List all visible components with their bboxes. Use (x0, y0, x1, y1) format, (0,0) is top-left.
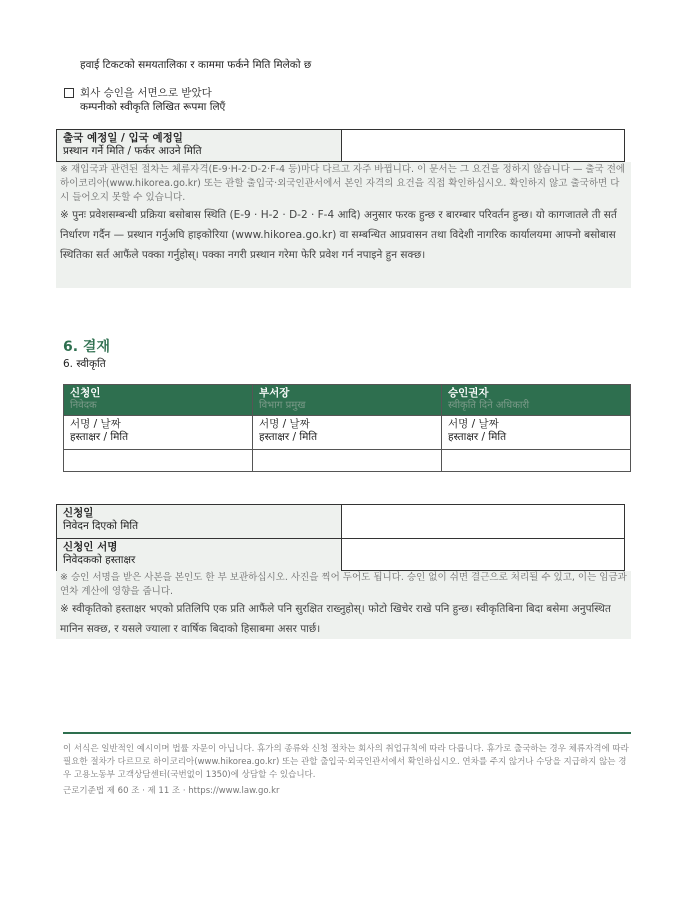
col-dept-ko: 부서장 (259, 387, 290, 399)
copy-note-ko: ※ 승인 서명을 받은 사본을 본인도 한 부 보관하십시오. 사진을 찍어 두어도 됩니다. 승인 없이 쉬면 결근으로 처리될 수 있고, 이는 임금과 연차 계산에 영향을 줍니다. (60, 572, 627, 597)
applicant-signature-label (57, 539, 342, 571)
footer-disclaimer: 이 서식은 일반적인 예시이며 법률 자문이 아닙니다. 휴가의 종류와 신청 절차는 회사의 취업규칙에 따라 다릅니다. 휴가로 출국하는 경우 체류자격에 따라 필요한 절차가 다르므로 하이코리아(www.hikorea.go.kr) 또는 관할 출입국·외국인관서에서 확인하십시오. 연차를 주지 않거나 수당을 지급하지 않는 경우 고용노동부 고객상담센터(국번없이 1350)에 상담할 수 있습니다. (63, 744, 629, 780)
sign-label-ko: 서명 / 날짜 (259, 418, 310, 430)
travel-dates-label (57, 130, 342, 161)
reentry-note (56, 162, 631, 288)
checkbox[interactable] (64, 88, 74, 98)
applicant-signature-np: निवेदकको हस्ताक्षर (63, 554, 136, 566)
col-applicant-np: निवेदक (70, 400, 97, 411)
application-date-label (57, 505, 342, 538)
col-department-head (253, 385, 442, 416)
sign-cell-applicant[interactable] (64, 416, 253, 450)
col-approver-np: स्वीकृति दिने अधिकारी (448, 400, 530, 411)
travel-dates-field[interactable] (342, 130, 624, 161)
applicant-signature-row (57, 539, 624, 571)
section-title-np: 6. स्वीकृति (63, 358, 106, 370)
sign-label-np: हस्ताक्षर / मिति (448, 431, 507, 443)
col-approver (442, 385, 631, 416)
reentry-note-np: ※ पुनः प्रवेशसम्बन्धी प्रक्रिया बसोबास स्थिति (E-9 · H-2 · D-2 · F-4 आदि) अनुसार फरक हुन्छ र बारम्बार परिवर्तन हुन्छ। यो कागजातले ती सर्त निर्धारण गर्दैन — प्रस्थान गर्नुअघि हाइकोरिया (www.hikorea.go.kr) वा सम्बन्धित आप्रवासन तथा विदेशी नागरिक कार्यालयमा आफ्नो बसोबास स्थितिका सर्त आफैंले पक्का गर्नुहोस्। पक्का नगरी प्रस्थान गरेमा फेरि प्रवेश गर्न नपाइने हुन सक्छ। (60, 209, 617, 261)
approval-table (63, 384, 631, 472)
check-label-ko: 회사 승인을 서면으로 받았다 (80, 87, 212, 99)
section-title-ko: 6. 결재 (63, 339, 110, 355)
ticket-schedule-line: हवाई टिकटको समयतालिका र काममा फर्कने मिति मिलेको छ (80, 59, 312, 71)
application-date-row (57, 505, 624, 539)
signature-field-applicant[interactable] (64, 450, 253, 472)
col-applicant-ko: 신청인 (70, 387, 101, 399)
travel-dates-label-np: प्रस्थान गर्ने मिति / फर्कर आउने मिति (63, 145, 202, 157)
col-approver-ko: 승인권자 (448, 387, 489, 399)
col-applicant (64, 385, 253, 416)
col-dept-np: विभाग प्रमुख (259, 400, 306, 411)
sign-label-ko: 서명 / 날짜 (448, 418, 499, 430)
sign-cell-approver[interactable] (442, 416, 631, 450)
footer-divider (63, 732, 631, 734)
travel-dates-label-ko: 출국 예정일 / 입국 예정일 (63, 132, 183, 144)
sign-label-ko: 서명 / 날짜 (70, 418, 121, 430)
sign-cell-department[interactable] (253, 416, 442, 450)
travel-dates-row (56, 129, 625, 162)
approval-check-item[interactable] (64, 86, 212, 100)
reentry-note-ko: ※ 재입국과 관련된 절차는 체류자격(E-9·H-2·D-2·F-4 등)마다 다르고 자주 바뀝니다. 이 문서는 그 요건을 정하지 않습니다 — 출국 전에 하이코리아(www.hikorea.go.kr) 또는 관할 출입국·외국인관서에서 본인 자격의 요건을 직접 확인하십시오. 확인하지 않고 출국하면 다시 들어오지 못할 수 있습니다. (60, 164, 626, 203)
applicant-signature-field[interactable] (342, 539, 624, 571)
application-date-np: निवेदन दिएको मिति (63, 520, 139, 532)
check-label-np: कम्पनीको स्वीकृति लिखित रूपमा लिएँ (80, 101, 226, 113)
applicant-signature-ko: 신청인 서명 (63, 541, 118, 553)
footer-reference: 근로기준법 제 60 조 · 제 11 조 · https://www.law.go.kr (63, 786, 280, 796)
signature-field-department[interactable] (253, 450, 442, 472)
sign-label-np: हस्ताक्षर / मिति (259, 431, 318, 443)
copy-note-np: ※ स्वीकृतिको हस्ताक्षर भएको प्रतिलिपि एक प्रति आफैंले पनि सुरक्षित राख्नुहोस्। फोटो खिचेर राखे पनि हुन्छ। स्वीकृतिबिना बिदा बसेमा अनुपस्थित मानिन सक्छ, र यसले ज्याला र वार्षिक बिदाको हिसाबमा असर पार्छ। (60, 603, 611, 635)
signature-field-approver[interactable] (442, 450, 631, 472)
application-date-field[interactable] (342, 505, 624, 538)
application-date-ko: 신청일 (63, 507, 94, 519)
copy-note (56, 571, 631, 639)
applicant-box (56, 504, 625, 571)
sign-label-np: हस्ताक्षर / मिति (70, 431, 129, 443)
